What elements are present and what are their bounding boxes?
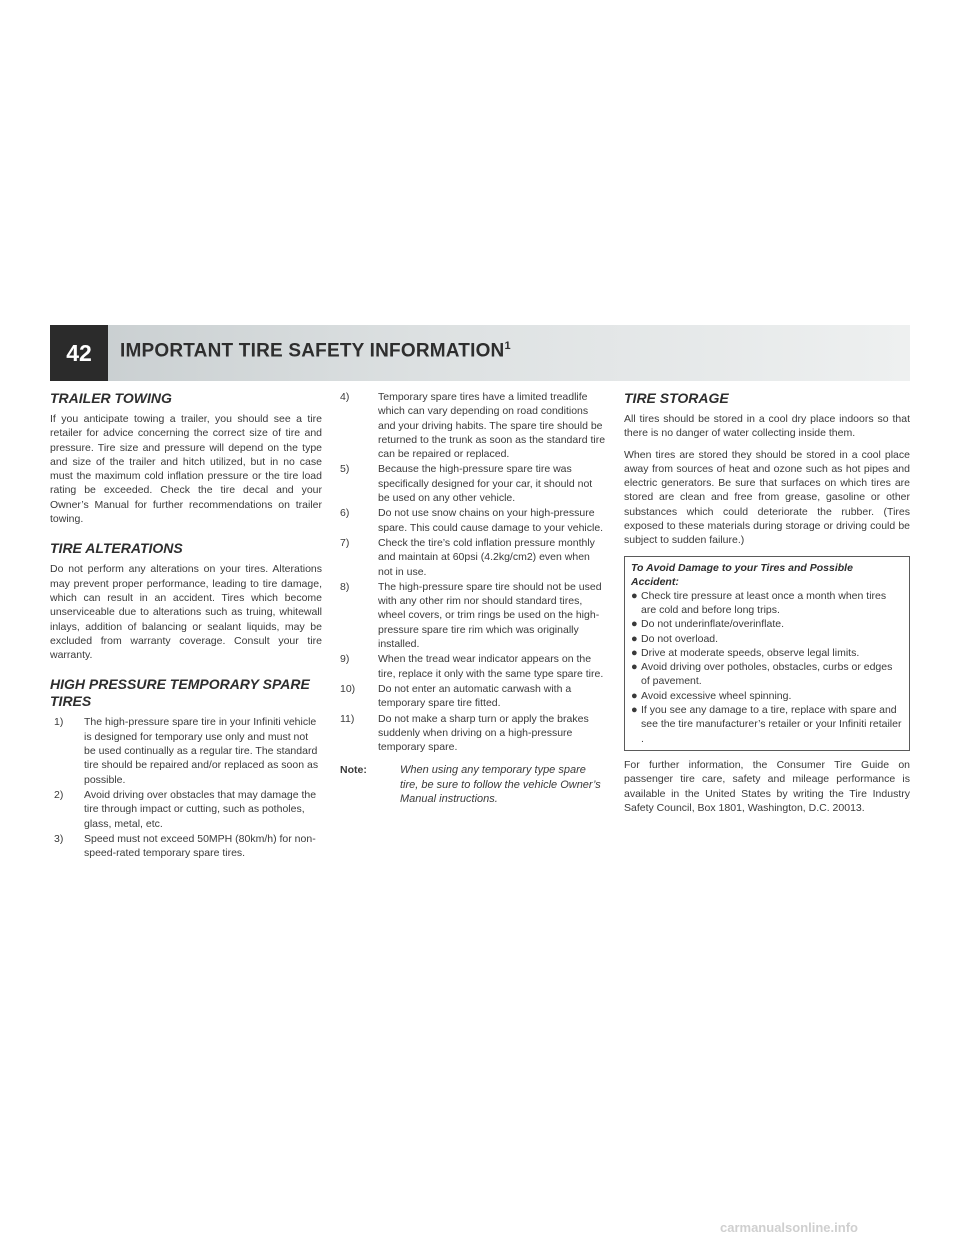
list-item-text: Avoid driving over obstacles that may damage the tire through impact or cutting, such as potholes, glass, metal, etc. <box>84 788 317 830</box>
column-left <box>50 390 322 861</box>
list-item-text: When the tread wear indicator appears on the tire, replace it only with the same type spare tire. <box>378 653 604 680</box>
list-item-text: Do not enter an automatic carwash with a temporary spare tire fitted. <box>378 682 572 710</box>
list-item-text: The high-pressure spare tire should not be used with any other rim nor should standard tires, wheel covers, or trim rings be used on the high-pressure spare tire rim which was originally installed. <box>378 580 602 651</box>
trailer-towing-heading: TRAILER TOWING <box>50 390 172 406</box>
list-item <box>340 712 606 755</box>
list-item <box>631 617 903 631</box>
list-item-text: The high-pressure spare tire in your Infiniti vehicle is designed for temporary use only and must not be used continually as a regular tire. The standard tire should be repaired and/or replaced as soon as possible. <box>84 716 319 786</box>
list-item-number: 10) <box>340 682 356 695</box>
list-item-text: Do not overload. <box>641 632 719 645</box>
tire-storage-heading: TIRE STORAGE <box>624 390 729 406</box>
list-item <box>631 660 903 689</box>
caution-title: To Avoid Damage to your Tires and Possible Accident: <box>631 561 853 588</box>
bullet-icon: ● <box>631 589 638 602</box>
list-item <box>631 646 903 660</box>
bullet-icon: ● <box>631 646 638 659</box>
list-item <box>631 632 903 646</box>
spare-tires-heading: HIGH PRESSURE TEMPORARY SPARE TIRES <box>50 676 310 710</box>
tire-storage-body-3: For further information, the Consumer Tire Guide on passenger tire care, safety and mileage performance is available in the United States by writing the Tire Industry Safety Council, Box 1801, Washington, D.C. 20013. <box>624 758 910 814</box>
bullet-icon: ● <box>631 704 638 717</box>
bullet-icon: ● <box>631 689 638 702</box>
note <box>340 763 606 806</box>
page-title-text: IMPORTANT TIRE SAFETY INFORMATION <box>120 340 505 362</box>
tire-storage-body-1: All tires should be stored in a cool dry place indoors so that there is no danger of water collecting inside them. <box>624 413 910 440</box>
list-item-text: Drive at moderate speeds, observe legal limits. <box>641 646 860 659</box>
list-item-number: 1) <box>54 716 64 729</box>
list-item-number: 4) <box>340 391 350 403</box>
list-item-number: 11) <box>340 712 355 725</box>
list-item <box>631 589 903 618</box>
caution-box <box>624 556 910 751</box>
list-item <box>340 462 606 505</box>
bullet-icon: ● <box>631 632 638 645</box>
list-item-text: Avoid excessive wheel spinning. <box>641 689 792 702</box>
list-item-text: Do not make a sharp turn or apply the brakes suddenly when driving on a high-pressure temporary spare. <box>378 712 589 754</box>
list-item <box>340 390 606 461</box>
list-item-text: Because the high-pressure spare tire was specifically designed for your car, it should not be used on any other vehicle. <box>378 463 593 505</box>
tire-storage-body-2: When tires are stored they should be stored in a cool place away from sources of heat and ozone such as hot pipes and electric generators. Be sure that surfaces on which tires are stored are clean and free from grease, gasoline or other substances which could deteriorate the rubber. (Tires exposed to these materials during storage or driving could be subject to sudden failure.) <box>624 448 910 547</box>
list-item <box>340 536 606 579</box>
list-item-text: If you see any damage to a tire, replace with spare and see the tire manufacturer’s retailer or your Infiniti retailer . <box>641 704 902 745</box>
list-item-number: 3) <box>54 832 64 845</box>
bullet-icon: ● <box>631 661 638 674</box>
list-item-number: 6) <box>340 507 350 520</box>
column-right <box>624 390 910 822</box>
list-item-text: Avoid driving over potholes, obstacles, curbs or edges of pavement. <box>641 661 893 688</box>
list-item <box>631 703 903 746</box>
page-number: 42 <box>50 325 108 381</box>
list-item <box>340 506 606 535</box>
list-item-text: Check the tire’s cold inflation pressure monthly and maintain at 60psi (4.2kg/cm2) even when not in use. <box>378 536 595 578</box>
list-item-text: Do not use snow chains on your high-pressure spare. This could cause damage to your vehicle. <box>378 507 604 534</box>
page-title <box>120 340 511 362</box>
note-text: When using any temporary type spare tire, be sure to follow the vehicle Owner’s Manual instructions. <box>400 764 601 806</box>
list-item-text: Check tire pressure at least once a month when tires are cold and before long trips. <box>641 589 887 616</box>
spare-tires-list-part1 <box>50 715 322 860</box>
caution-list <box>631 589 903 746</box>
list-item <box>54 788 322 831</box>
list-item <box>340 682 606 711</box>
list-item-text: Temporary spare tires have a limited treadlife which can vary depending on road conditions and your driving habits. The spare tire should be returned to the trunk as soon as the standard tire can be repaired or replaced. <box>378 391 606 461</box>
note-label: Note: <box>340 764 367 777</box>
tire-alterations-heading: TIRE ALTERATIONS <box>50 540 183 557</box>
trailer-towing-body: If you anticipate towing a trailer, you should see a tire retailer for advice concerning the correct size of tire and pressure. Tire size and pressure will depend on the type and size of the trailer and hitch utilized, but in no case must the maximum cold inflation pressure or the tire load rating be exceeded. Check the tire decal and your Owner’s Manual for further recommendations on trailer towing. <box>50 413 322 526</box>
list-item <box>54 715 322 786</box>
list-item-text: Speed must not exceed 50MPH (80km/h) for non-speed-rated temporary spare tires. <box>84 832 316 860</box>
list-item-number: 5) <box>340 463 350 476</box>
footnote-marker: 1 <box>504 340 511 352</box>
list-item-text: Do not underinflate/overinflate. <box>641 618 785 631</box>
list-item <box>340 652 606 681</box>
list-item-number: 9) <box>340 653 350 666</box>
bullet-icon: ● <box>631 618 638 631</box>
tire-alterations-body: Do not perform any alterations on your tires. Alterations may prevent proper performance, leading to tire damage, which can result in an accident. Tires which become unserviceable due to alterations such as truing, whitewall inlays, addition of balancing or sealant liquids, may be excluded from warranty coverage. Consult your tire warranty. <box>50 563 322 662</box>
list-item <box>631 689 903 703</box>
watermark[interactable]: carmanualsonline.info <box>720 1220 858 1235</box>
spare-tires-list-part2 <box>340 390 606 754</box>
list-item <box>54 832 322 861</box>
list-item-number: 7) <box>340 536 350 549</box>
column-middle <box>340 390 606 806</box>
list-item-number: 2) <box>54 788 64 801</box>
list-item-number: 8) <box>340 580 350 593</box>
list-item <box>340 580 606 651</box>
